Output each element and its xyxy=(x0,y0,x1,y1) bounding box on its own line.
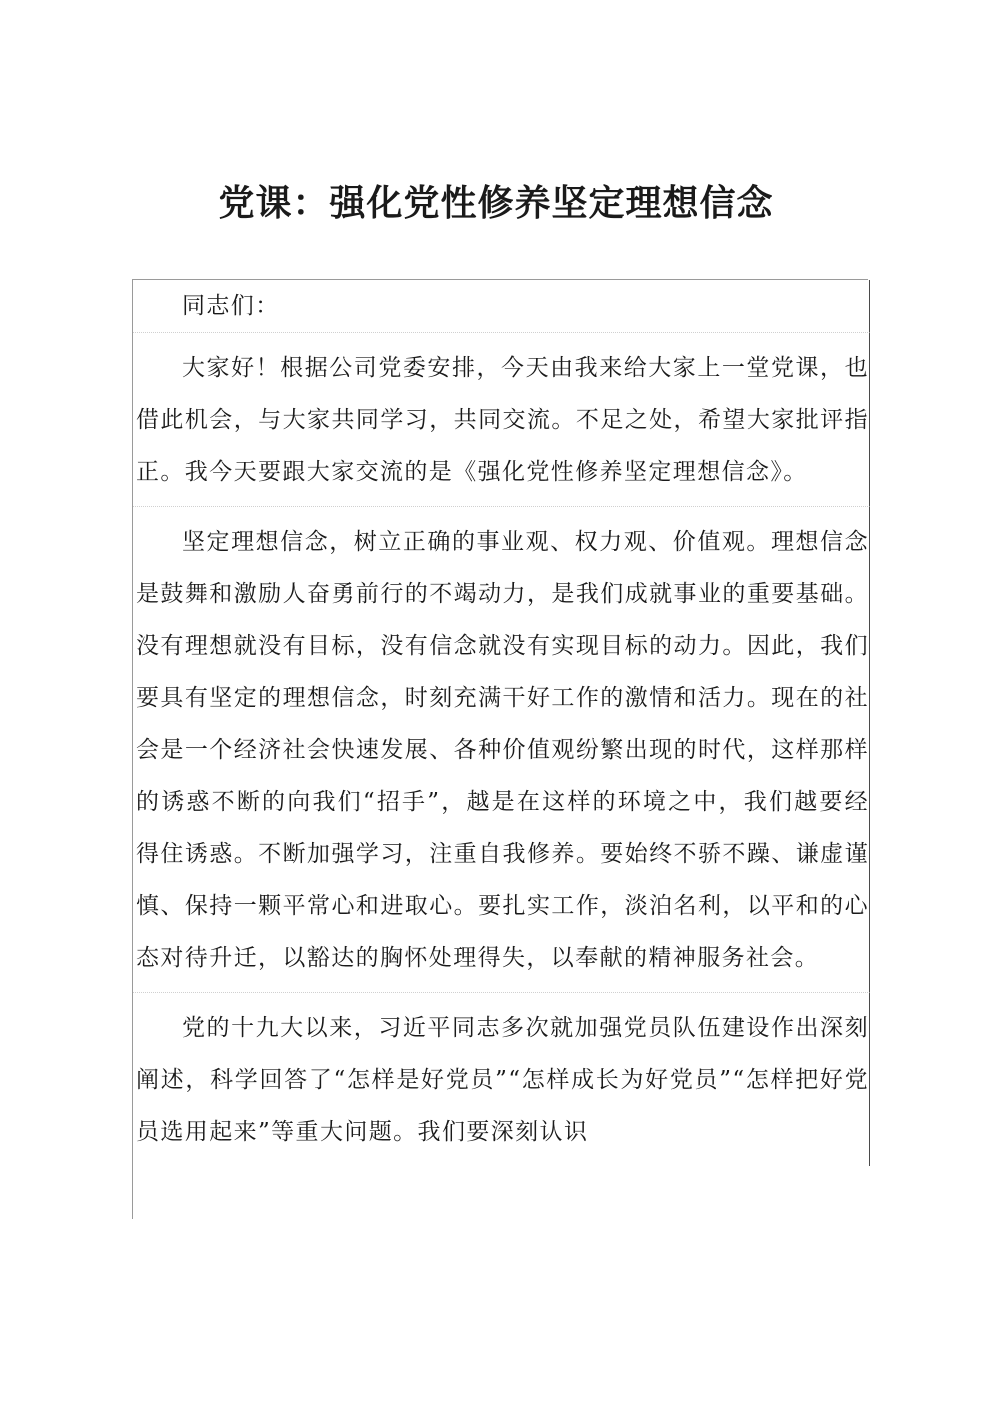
document-body xyxy=(132,279,868,1219)
body-paragraph: 大家好！根据公司党委安排，今天由我来给大家上一堂党课，也借此机会，与大家共同学习，共同交流。不足之处，希望大家批评指正。我今天要跟大家交流的是《强化党性修养坚定理想信念》。 xyxy=(133,333,870,507)
document-title: 党课：强化党性修养坚定理想信念 xyxy=(218,183,774,224)
greeting-paragraph: 同志们： xyxy=(133,280,870,333)
body-paragraph: 党的十九大以来，习近平同志多次就加强党员队伍建设作出深刻阐述，科学回答了“怎样是好党员”“怎样成长为好党员”“怎样把好党员选用起来”等重大问题。我们要深刻认识 xyxy=(133,993,870,1166)
body-paragraph: 坚定理想信念，树立正确的事业观、权力观、价值观。理想信念是鼓舞和激励人奋勇前行的不竭动力，是我们成就事业的重要基础。没有理想就没有目标，没有信念就没有实现目标的动力。因此，我们要具有坚定的理想信念，时刻充满干好工作的激情和活力。现在的社会是一个经济社会快速发展、各种价值观纷繁出现的时代，这样那样的诱惑不断的向我们“招手”，越是在这样的环境之中，我们越要经得住诱惑。不断加强学习，注重自我修养。要始终不骄不躁、谦虚谨慎、保持一颗平常心和进取心。要扎实工作，淡泊名利，以平和的心态对待升迁，以豁达的胸怀处理得失，以奉献的精神服务社会。 xyxy=(133,507,870,993)
